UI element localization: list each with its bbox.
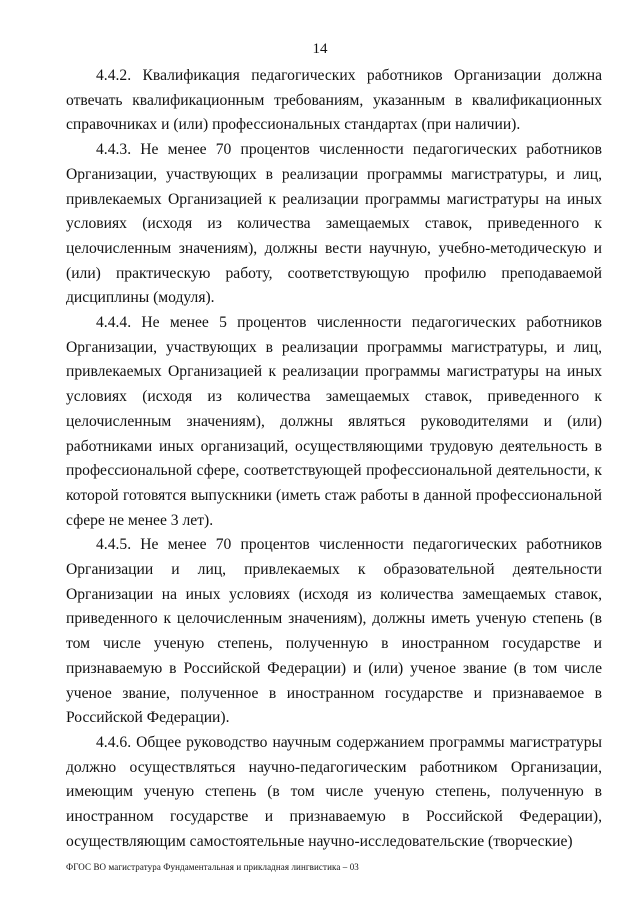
document-footer: ФГОС ВО магистратура Фундаментальная и прикладная лингвистика – 03 <box>66 862 359 872</box>
paragraph-4-4-3: 4.4.3. Не менее 70 процентов численности педагогических работников Организации, участвующих в реализации программы магистратуры, и лиц, привлекаемых Организацией к реализации программы магистратуры на иных условиях (исходя из количества замещаемых ставок, приведенного к целочисленным значениям), должны вести научную, учебно-методическую и (или) практическую работу, соответствующую профилю преподаваемой дисциплины (модуля). <box>66 141 602 307</box>
paragraph-4-4-6: 4.4.6. Общее руководство научным содержанием программы магистратуры должно осуществляться научно-педагогическим работником Организации, имеющим ученую степень (в том числе ученую степень, полученную в иностранном государстве и признаваемую в Российской Федерации), осуществляющим самостоятельные научно-исследовательские (творческие) <box>66 733 602 850</box>
paragraph-4-4-4: 4.4.4. Не менее 5 процентов численности педагогических работников Организации, участвующих в реализации программы магистратуры, и лиц, привлекаемых Организацией к реализации программы магистратуры на иных условиях (исходя из количества замещаемых ставок, приведенного к целочисленным значениям), должны являться руководителями и (или) работниками иных организаций, осуществляющими трудовую деятельность в профессиональной сфере, соответствующей профессиональной деятельности, к которой готовятся выпускники (иметь стаж работы в данной профессиональной сфере не менее 3 лет). <box>66 314 602 529</box>
document-body <box>66 64 602 855</box>
page-number: 14 <box>312 41 328 57</box>
paragraph-4-4-2: 4.4.2. Квалификация педагогических работников Организации должна отвечать квалификационным требованиям, указанным в квалификационных справочниках и (или) профессиональных стандартах (при наличии). <box>66 67 602 134</box>
paragraph-4-4-5: 4.4.5. Не менее 70 процентов численности педагогических работников Организации и лиц, привлекаемых к образовательной деятельности Организации на иных условиях (исходя из количества замещаемых ставок, приведенного к целочисленным значениям), должны иметь ученую степень (в том числе ученую степень, полученную в иностранном государстве и признаваемую в Российской Федерации) и (или) ученое звание (в том числе ученое звание, полученное в иностранном государстве и признаваемое в Российской Федерации). <box>66 536 602 727</box>
